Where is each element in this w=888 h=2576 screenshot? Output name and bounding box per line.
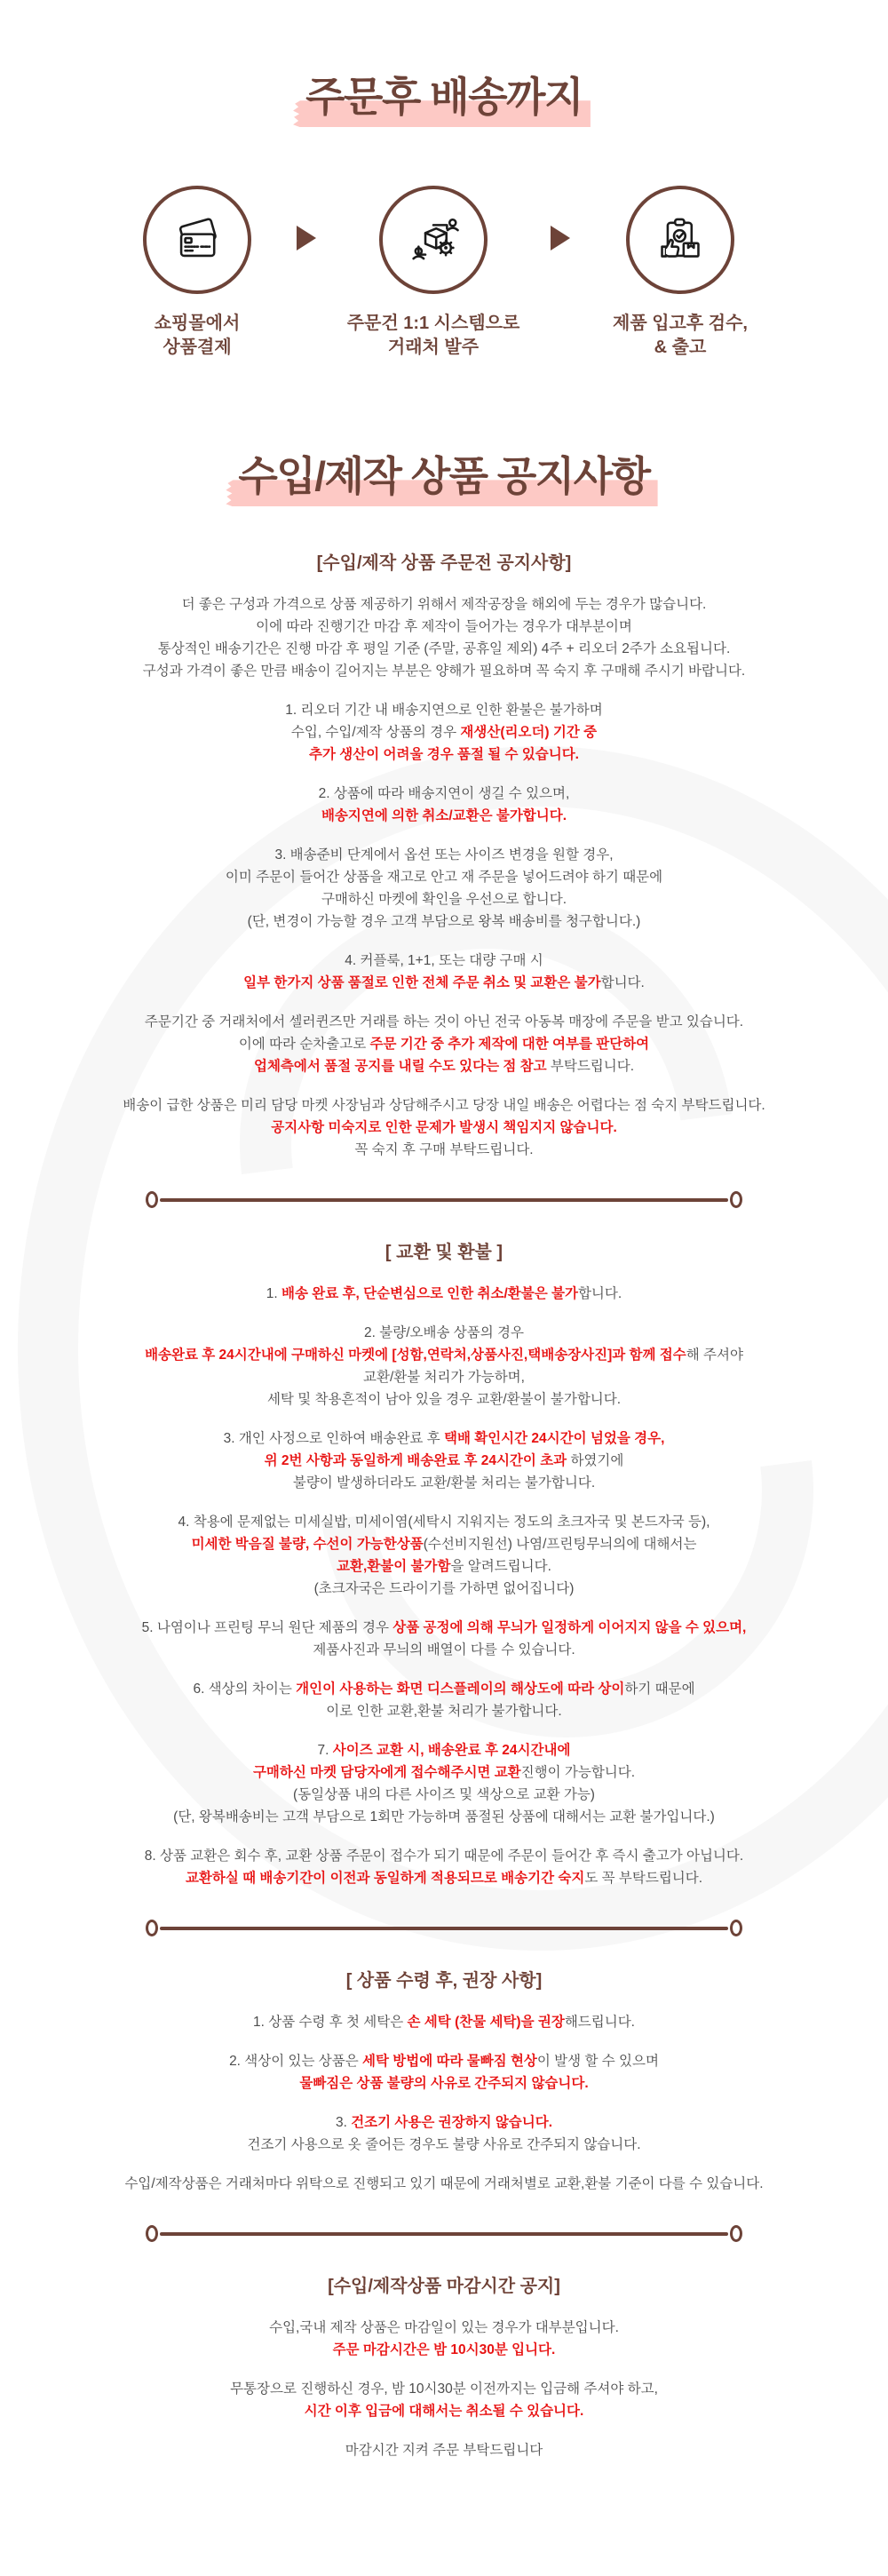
- banner-title-notice-text: 수입/제작 상품 공지사항: [238, 453, 650, 500]
- notice-text: 구매하신 마켓에 확인을 우선으로 합니다.: [321, 892, 567, 908]
- notice-text: 3. 배송준비 단계에서 옵션 또는 사이즈 변경을 원할 경우,: [274, 847, 614, 863]
- red-emphasis-text: 추가 생산이 어려울 경우 품절 될 수 있습니다.: [309, 747, 579, 763]
- notice-line: [0, 1117, 888, 1139]
- notice-line: [0, 1011, 888, 1033]
- notice-text: 불량이 발생하더라도 교환/환불 처리는 불가합니다.: [292, 1475, 596, 1491]
- arrow-right-icon: [297, 226, 316, 250]
- notice-line: [0, 1033, 888, 1055]
- notice-line: [0, 950, 888, 972]
- notice-line: [0, 1739, 888, 1761]
- notice-text: 이에 따라 순차출고로: [238, 1037, 370, 1053]
- step-circle-frame: [626, 186, 734, 294]
- notice-text: 수입, 수입/제작 상품의 경우: [290, 725, 461, 741]
- notice-line: [0, 1344, 888, 1366]
- notice-line: [0, 910, 888, 933]
- divider-ring-icon: [730, 2225, 742, 2242]
- step-inspection-label: [575, 312, 785, 360]
- red-emphasis-text: 개인이 사용하는 화면 디스플레이의 해상도에 따라 상이: [296, 1682, 625, 1697]
- notice-text: 이미 주문이 들어간 상품을 재고로 안고 재 주문을 넣어드려야 하기 때문에: [225, 870, 663, 886]
- divider-line: [160, 2232, 728, 2236]
- notice-text: 마감시간 지켜 주문 부탁드립니다: [345, 2443, 543, 2459]
- step-circle-frame: [143, 186, 251, 294]
- notice-line: [0, 699, 888, 721]
- notice-text: 5. 나염이나 프린팅 무늬 원단 제품의 경우: [141, 1620, 393, 1636]
- notice-text: 도 꼭 부탁드립니다.: [584, 1871, 703, 1887]
- notice-text: 주문기간 중 거래처에서 셀러퀸즈만 거래를 하는 것이 아닌 전국 아동복 매장에 주문을 받고 있습니다.: [144, 1014, 744, 1030]
- divider-line: [160, 1198, 728, 1202]
- notice-text: (수선비지원선) 나염/프린팅무늬의에 대해서는: [423, 1537, 697, 1553]
- step-label-line: 제품 입고후 검수,: [613, 314, 748, 334]
- section-heading: [수입/제작상품 마감시간 공지]: [328, 2277, 560, 2297]
- divider-ring-icon: [730, 1920, 742, 1936]
- notice-paragraph: [0, 1511, 888, 1600]
- red-emphasis-text: 재생산(리오더) 기간 중: [460, 725, 598, 741]
- notice-text: 합니다.: [600, 975, 645, 991]
- notice-paragraph: [0, 2111, 888, 2156]
- step-label-line: & 출고: [654, 338, 707, 358]
- notice-text: 8. 상품 교환은 회수 후, 교환 상품 주문이 접수가 되기 때문에 주문이 들어간 후 즉시 출고가 아닙니다.: [144, 1849, 744, 1864]
- red-emphasis-text: 손 세탁 (찬물 세탁)을 권장: [407, 2015, 565, 2031]
- notice-text: 수입/제작상품은 거래처마다 위탁으로 진행되고 있기 때문에 거래처별로 교환,환불 기준이 다를 수 있습니다.: [124, 2176, 764, 2192]
- notice-paragraph: [0, 950, 888, 994]
- notice-text: 무통장으로 진행하신 경우, 밤 10시30분 이전까지는 입금해 주셔야 하고,: [230, 2381, 658, 2397]
- notice-text: (초크자국은 드라이기를 가하면 없어집니다): [313, 1581, 575, 1597]
- notice-text: 더 좋은 구성과 가격으로 상품 제공하기 위해서 제작공장을 해외에 두는 경우가 많습니다.: [181, 597, 707, 613]
- banner-title-shipping-text: 주문후 배송까지: [305, 74, 583, 120]
- step-label-line: 쇼핑몰에서: [154, 314, 241, 334]
- notice-line: [0, 1617, 888, 1639]
- notice-line: [0, 616, 888, 638]
- notice-text: 합니다.: [577, 1286, 622, 1302]
- red-emphasis-text: 일부 한가지 상품 품절로 인한 전체 주문 취소 및 교환은 불가: [243, 975, 601, 991]
- notice-text: 하기 때문에: [624, 1682, 695, 1697]
- notice-line: [0, 1784, 888, 1806]
- section-divider: [146, 2225, 742, 2242]
- notice-line: [0, 1094, 888, 1117]
- divider-ring-icon: [146, 2225, 158, 2242]
- notice-text: 1.: [266, 1286, 282, 1302]
- notice-text: 배송이 급한 상품은 미리 담당 마켓 사장님과 상담해주시고 당장 내일 배송은 어렵다는 점 숙지 부탁드립니다.: [123, 1098, 765, 1114]
- notice-line: [0, 1867, 888, 1889]
- notice-text: 2. 불량/오배송 상품의 경우: [364, 1325, 524, 1341]
- notice-text: 부탁드립니다.: [546, 1059, 635, 1075]
- notice-line: [0, 972, 888, 994]
- notice-text: 교환/환불 처리가 가능하며,: [363, 1370, 525, 1386]
- notice-paragraph: [0, 1427, 888, 1494]
- section-heading: [수입/제작 상품 주문전 공지사항]: [316, 553, 572, 574]
- notice-line: [0, 1450, 888, 1472]
- red-emphasis-text: 구매하신 마켓 담당자에게 접수해주시면 교환: [252, 1765, 521, 1781]
- step-order-system-label: [321, 312, 545, 360]
- divider-ring-icon: [146, 1191, 158, 1208]
- notice-line: [0, 805, 888, 827]
- banner-title-shipping: [0, 73, 888, 122]
- notice-line: [0, 2339, 888, 2361]
- red-emphasis-text: 세탁 방법에 따라 물빠짐 현상: [362, 2054, 537, 2070]
- step-payment: [103, 186, 291, 360]
- notice-line: [0, 2317, 888, 2339]
- notice-line: [0, 1283, 888, 1305]
- notice-line: [0, 2072, 888, 2095]
- notice-line: [0, 844, 888, 866]
- notice-line: [0, 1578, 888, 1600]
- notice-paragraph: [0, 2173, 888, 2195]
- divider-ring-icon: [730, 1191, 742, 1208]
- notice-line: [0, 2400, 888, 2422]
- notice-text: 을 알려드립니다.: [450, 1559, 551, 1575]
- red-emphasis-text: 주문 기간 중 추가 제작에 대한 여부를 판단하여: [369, 1037, 650, 1053]
- notice-text: 해 주셔야: [686, 1348, 743, 1364]
- notice-line: [0, 866, 888, 888]
- notice-text: 건조기 사용으로 옷 줄어든 경우도 불량 사유로 간주되지 않습니다.: [247, 2137, 641, 2153]
- notice-line: [0, 721, 888, 743]
- notice-paragraph: [0, 593, 888, 682]
- notice-text: 세탁 및 착용흔적이 남아 있을 경우 교환/환불이 불가합니다.: [266, 1392, 622, 1408]
- notice-text: 6. 색상의 차이는: [193, 1682, 297, 1697]
- notice-paragraph: [0, 1094, 888, 1161]
- notice-line: [0, 2439, 888, 2461]
- section-heading: [ 상품 수령 후, 권장 사항]: [345, 1971, 543, 1992]
- red-emphasis-text: 주문 마감시간은 밤 10시30분 입니다.: [332, 2342, 556, 2358]
- red-emphasis-text: 택배 확인시간 24시간이 넘었을 경우,: [443, 1431, 665, 1447]
- notice-text: (동일상품 내의 다른 사이즈 및 색상으로 교환 가능): [293, 1787, 595, 1803]
- notice-text: 이로 인한 교환,환불 처리가 불가합니다.: [326, 1704, 562, 1720]
- notice-text: 구성과 가격이 좋은 만큼 배송이 길어지는 부분은 양해가 필요하며 꼭 숙지 후 구매해 주시기 바랍니다.: [142, 664, 746, 680]
- notice-text: 수입,국내 제작 상품은 마감일이 있는 경우가 대부분입니다.: [269, 2320, 619, 2336]
- step-label-line: 상품결제: [163, 338, 232, 358]
- notice-paragraph: [0, 1739, 888, 1828]
- notice-line: [0, 1322, 888, 1344]
- notice-paragraph: [0, 1011, 888, 1077]
- notice-text: 7.: [317, 1743, 333, 1759]
- notice-text: 진행이 가능합니다.: [520, 1765, 636, 1781]
- notice-line: [0, 1366, 888, 1388]
- notice-paragraph: [0, 1283, 888, 1305]
- notice-text: 1. 상품 수령 후 첫 세탁은: [253, 2015, 408, 2031]
- notice-line: [0, 638, 888, 660]
- step-label-line: 주문건 1:1 시스템으로: [346, 314, 520, 334]
- red-emphasis-text: 공지사항 미숙지로 인한 문제가 발생시 책임지지 않습니다.: [271, 1120, 617, 1136]
- notice-text: (단, 변경이 가능할 경우 고객 부담으로 왕복 배송비를 청구합니다.): [247, 914, 641, 930]
- receiving-inspection-icon: [652, 211, 709, 268]
- notice-line: [0, 2378, 888, 2400]
- notice-paragraph: [0, 2011, 888, 2033]
- red-emphasis-text: 배송완료 후 24시간내에 구매하신 마켓에 [성함,연락처,상품사진,택배송장사진]과 함께 접수: [145, 1348, 686, 1364]
- notice-paragraph: [0, 2317, 888, 2361]
- banner-title-notice: [0, 452, 888, 501]
- section-divider: [146, 1191, 742, 1208]
- red-emphasis-text: 사이즈 교환 시, 배송완료 후 24시간내에: [332, 1743, 571, 1759]
- order-process-steps: [0, 186, 888, 360]
- divider-line: [160, 1927, 728, 1930]
- notice-line: [0, 1806, 888, 1828]
- notice-line: [0, 1700, 888, 1722]
- red-emphasis-text: 교환하실 때 배송기간이 이전과 동일하게 적용되므로 배송기간 숙지: [185, 1871, 585, 1887]
- notice-text: 이 발생 할 수 있으며: [536, 2054, 659, 2070]
- notice-text: 4. 커플룩, 1+1, 또는 대량 구매 시: [345, 953, 543, 969]
- notice-line: [0, 593, 888, 616]
- red-emphasis-text: 상품 공정에 의해 무늬가 일정하게 이어지지 않을 수 있으며,: [392, 1620, 747, 1636]
- notice-text: 통상적인 배송기간은 진행 마감 후 평일 기준 (주말, 공휴일 제외) 4주 + 리오더 2주가 소요됩니다.: [157, 641, 731, 657]
- notice-line: [0, 1533, 888, 1555]
- notice-line: [0, 1845, 888, 1867]
- notice-text: 하였기에: [567, 1453, 624, 1469]
- notice-line: [0, 2173, 888, 2195]
- notice-body: [0, 551, 888, 2461]
- notice-line: [0, 1388, 888, 1411]
- notice-line: [0, 1511, 888, 1533]
- notice-line: [0, 1427, 888, 1450]
- notice-text: 3. 개인 사정으로 인하여 배송완료 후: [223, 1431, 444, 1447]
- notice-paragraph: [0, 844, 888, 933]
- notice-line: [0, 2050, 888, 2072]
- notice-paragraph: [0, 699, 888, 766]
- notice-paragraph: [0, 2439, 888, 2461]
- notice-line: [0, 1472, 888, 1494]
- notice-line: [0, 1139, 888, 1161]
- section-heading: [ 교환 및 환불 ]: [385, 1243, 503, 1263]
- notice-text: 2. 색상이 있는 상품은: [229, 2054, 362, 2070]
- red-emphasis-text: 교환,환불이 불가함: [337, 1559, 451, 1575]
- notice-paragraph: [0, 1322, 888, 1411]
- red-emphasis-text: 시간 이후 입금에 대해서는 취소될 수 있습니다.: [304, 2404, 584, 2420]
- notice-paragraph: [0, 1617, 888, 1661]
- red-emphasis-text: 미세한 박음질 불량, 수선이 가능한상품: [191, 1537, 424, 1553]
- notice-text: (단, 왕복배송비는 고객 부담으로 1회만 가능하며 품절된 상품에 대해서는 교환 불가입니다.): [173, 1809, 715, 1825]
- red-emphasis-text: 배송 완료 후, 단순변심으로 인한 취소/환불은 불가: [281, 1286, 578, 1302]
- notice-text: 이에 따라 진행기간 마감 후 제작이 들어가는 경우가 대부분이며: [256, 619, 632, 635]
- notice-line: [0, 660, 888, 682]
- notice-line: [0, 2134, 888, 2156]
- notice-line: [0, 1678, 888, 1700]
- red-emphasis-text: 배송지연에 의한 취소/교환은 불가합니다.: [321, 808, 567, 824]
- notice-paragraph: [0, 2050, 888, 2095]
- step-order-system: [321, 186, 545, 360]
- notice-line: [0, 783, 888, 805]
- notice-text: 제품사진과 무늬의 배열이 다를 수 있습니다.: [313, 1642, 575, 1658]
- divider-ring-icon: [146, 1920, 158, 1936]
- notice-line: [0, 2011, 888, 2033]
- red-emphasis-text: 건조기 사용은 권장하지 않습니다.: [351, 2115, 553, 2131]
- notice-text: 2. 상품에 따라 배송지연이 생길 수 있으며,: [318, 786, 570, 802]
- notice-paragraph: [0, 1845, 888, 1889]
- step-circle-frame: [379, 186, 488, 294]
- order-system-icon: [405, 211, 462, 268]
- notice-line: [0, 743, 888, 766]
- red-emphasis-text: 물빠짐은 상품 불량의 사유로 간주되지 않습니다.: [299, 2076, 589, 2092]
- step-label-line: 거래처 발주: [387, 338, 480, 358]
- credit-card-icon: [169, 211, 226, 268]
- notice-line: [0, 1761, 888, 1784]
- notice-line: [0, 1555, 888, 1578]
- red-emphasis-text: 업체측에서 품절 공지를 내릴 수도 있다는 점 참고: [253, 1059, 547, 1075]
- notice-paragraph: [0, 2378, 888, 2422]
- notice-text: 3.: [335, 2115, 352, 2131]
- red-emphasis-text: 위 2번 사항과 동일하게 배송완료 후 24시간이 초과: [264, 1453, 567, 1469]
- section-divider: [146, 1920, 742, 1936]
- notice-text: 1. 리오더 기간 내 배송지연으로 인한 환불은 불가하며: [285, 703, 603, 719]
- step-inspection-shipping: [575, 186, 785, 360]
- notice-line: [0, 888, 888, 910]
- notice-text: 4. 착용에 문제없는 미세실밥, 미세이염(세탁시 지워지는 정도의 초크자국 및 본드자국 등),: [178, 1515, 710, 1530]
- arrow-right-icon: [551, 226, 570, 250]
- notice-paragraph: [0, 1678, 888, 1722]
- notice-line: [0, 2111, 888, 2134]
- notice-line: [0, 1639, 888, 1661]
- notice-line: [0, 1055, 888, 1077]
- step-payment-label: [103, 312, 291, 360]
- notice-paragraph: [0, 783, 888, 827]
- notice-text: 해드립니다.: [564, 2015, 635, 2031]
- notice-text: 꼭 숙지 후 구매 부탁드립니다.: [354, 1142, 534, 1158]
